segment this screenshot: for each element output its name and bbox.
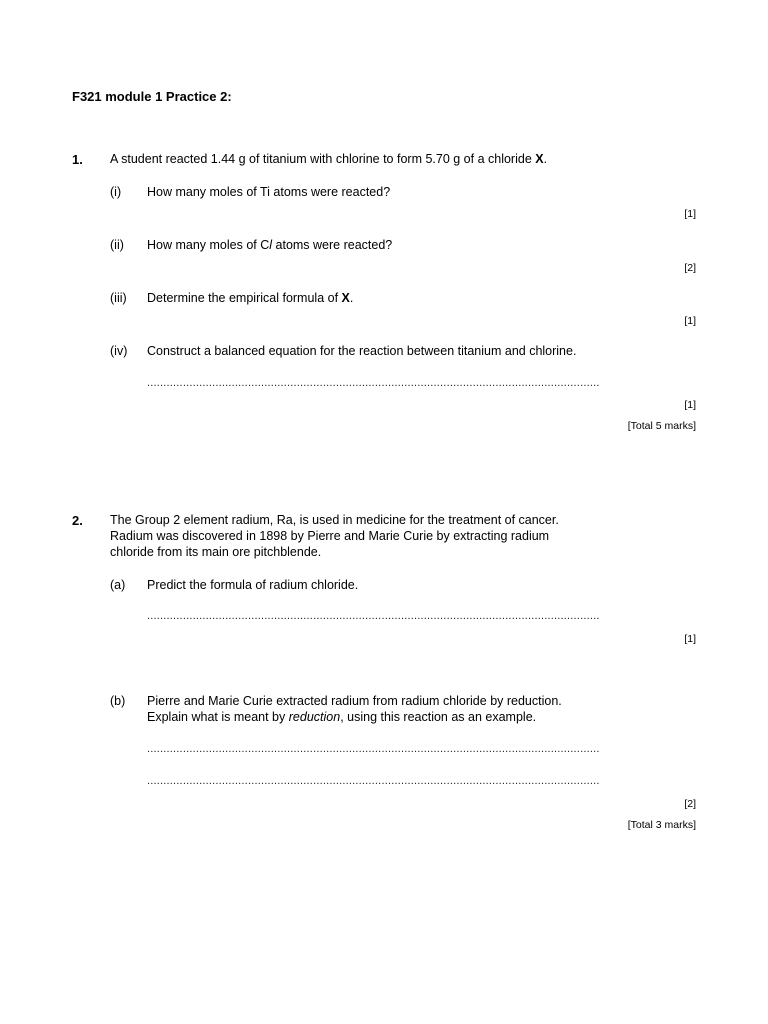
q2-part-a-mark: [1]: [684, 633, 696, 645]
q1-part-iv-text: Construct a balanced equation for the reaction between titanium and chlorine.: [147, 344, 577, 358]
q1-part-iii-label: (iii): [110, 291, 127, 305]
q1-part-iv-mark: [1]: [684, 399, 696, 411]
q2-part-b-answer-line-2[interactable]: ...........................................................................................................................................: [147, 775, 600, 787]
q1-part-i-label: (i): [110, 185, 122, 199]
question-2-stem-line-3: chloride from its main ore pitchblende.: [110, 545, 322, 559]
q2-part-b-label: (b): [110, 694, 126, 708]
q2-part-b-answer-line-1[interactable]: ...........................................................................................................................................: [147, 743, 600, 755]
q1-part-iii-text: Determine the empirical formula of X.: [147, 291, 354, 305]
q2-part-b-mark: [2]: [684, 798, 696, 810]
question-1-stem: A student reacted 1.44 g of titanium with chlorine to form 5.70 g of a chloride X.: [110, 152, 548, 166]
q1-part-ii-label: (ii): [110, 238, 124, 252]
q2-part-a-label: (a): [110, 578, 126, 592]
q2-part-a-answer-line[interactable]: ...........................................................................................................................................: [147, 610, 600, 622]
q1-part-i-mark: [1]: [684, 208, 696, 220]
q1-part-iii-mark: [1]: [684, 315, 696, 327]
q2-part-b-line-2: Explain what is meant by reduction, using this reaction as an example.: [147, 710, 537, 724]
q1-total-marks: [Total 5 marks]: [627, 420, 696, 432]
question-2-number: 2.: [72, 513, 83, 528]
q2-total-marks: [Total 3 marks]: [627, 819, 696, 831]
question-2-stem-line-1: The Group 2 element radium, Ra, is used in medicine for the treatment of cancer.: [110, 513, 559, 527]
q1-part-ii-mark: [2]: [684, 262, 696, 274]
q2-part-b-line-1: Pierre and Marie Curie extracted radium from radium chloride by reduction.: [147, 694, 562, 708]
q1-part-i-text: How many moles of Ti atoms were reacted?: [147, 185, 391, 199]
question-2-stem-line-2: Radium was discovered in 1898 by Pierre and Marie Curie by extracting radium: [110, 529, 550, 543]
q2-part-a-text: Predict the formula of radium chloride.: [147, 578, 359, 592]
q1-part-iv-label: (iv): [110, 344, 128, 358]
question-1-number: 1.: [72, 152, 83, 167]
page-title: F321 module 1 Practice 2:: [72, 89, 232, 104]
q1-part-ii-text: How many moles of Cl atoms were reacted?: [147, 238, 393, 252]
q1-part-iv-answer-line[interactable]: ...........................................................................................................................................: [147, 377, 600, 389]
